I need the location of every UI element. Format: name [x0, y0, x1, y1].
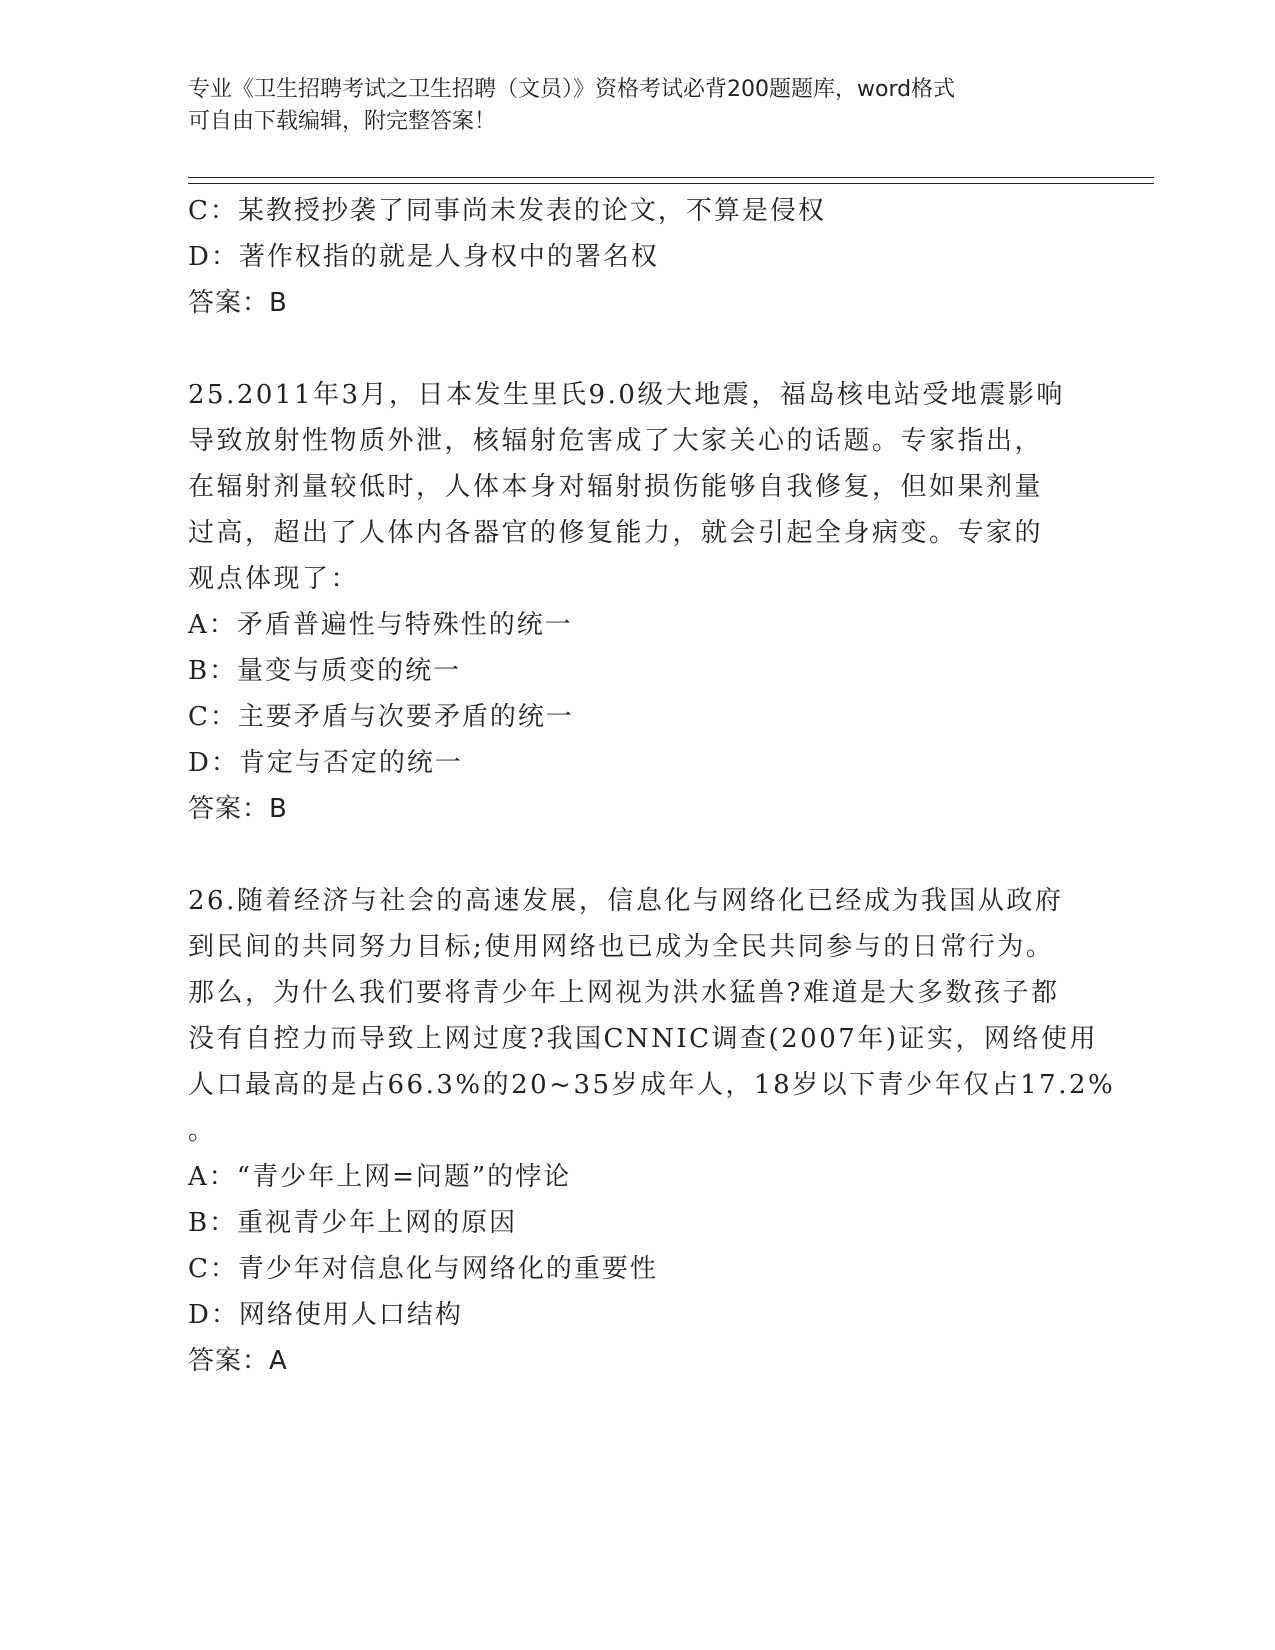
question-stem-line: 观点体现了：	[188, 564, 360, 594]
option-c: C：青少年对信息化与网络化的重要性	[188, 1254, 658, 1284]
question-stem-line: 26.随着经济与社会的高速发展，信息化与网络化已经成为我国从政府	[188, 886, 1064, 916]
header-line-2: 可自由下载编辑，附完整答案！	[188, 109, 497, 134]
question-25	[188, 372, 1088, 832]
question-stem-line: 导致放射性物质外泄，核辐射危害成了大家关心的话题。专家指出，	[188, 426, 1044, 456]
option-b: B：量变与质变的统一	[188, 656, 462, 686]
question-stem-line: 那么，为什么我们要将青少年上网视为洪水猛兽?难道是大多数孩子都	[188, 978, 1060, 1008]
question-stem-line: 没有自控力而导致上网过度?我国CNNIC调查(2007年)证实，网络使用	[188, 1024, 1098, 1054]
answer: 答案：B	[188, 288, 288, 318]
answer: 答案：B	[188, 794, 288, 824]
option-d: D：肯定与否定的统一	[188, 748, 463, 778]
option-d: D：网络使用人口结构	[188, 1300, 463, 1330]
spacer	[188, 326, 1088, 372]
document-body	[188, 188, 1116, 1384]
question-26	[188, 878, 1116, 1384]
option-d: D：著作权指的就是人身权中的署名权	[188, 242, 659, 272]
header-line-1: 专业《卫生招聘考试之卫生招聘（文员）》资格考试必背200题题库，word格式	[188, 77, 956, 102]
question-stem-line: 到民间的共同努力目标;使用网络也已成为全民共同参与的日常行为。	[188, 932, 1055, 962]
question-stem-line: 过高，超出了人体内各器官的修复能力，就会引起全身病变。专家的	[188, 518, 1044, 548]
option-c: C：某教授抄袭了同事尚未发表的论文，不算是侵权	[188, 196, 826, 226]
question-stem-line: 25.2011年3月，日本发生里氏9.0级大地震，福岛核电站受地震影响	[188, 380, 1065, 410]
document-header	[188, 74, 1088, 138]
question-24-tail	[188, 188, 1088, 326]
question-stem-line: 在辐射剂量较低时，人体本身对辐射损伤能够自我修复，但如果剂量	[188, 472, 1044, 502]
answer: 答案：A	[188, 1346, 288, 1376]
header-rule-bottom	[188, 183, 1154, 184]
option-c: C：主要矛盾与次要矛盾的统一	[188, 702, 574, 732]
question-stem-line: 。	[188, 1116, 217, 1146]
header-rule-top	[188, 177, 1154, 178]
question-stem-line: 人口最高的是占66.3%的20~35岁成年人，18岁以下青少年仅占17.2%	[188, 1070, 1116, 1100]
option-a: A：矛盾普遍性与特殊性的统一	[188, 610, 573, 640]
spacer	[188, 832, 1088, 878]
option-a: A：“青少年上网=问题”的悖论	[188, 1162, 572, 1192]
option-b: B：重视青少年上网的原因	[188, 1208, 518, 1238]
